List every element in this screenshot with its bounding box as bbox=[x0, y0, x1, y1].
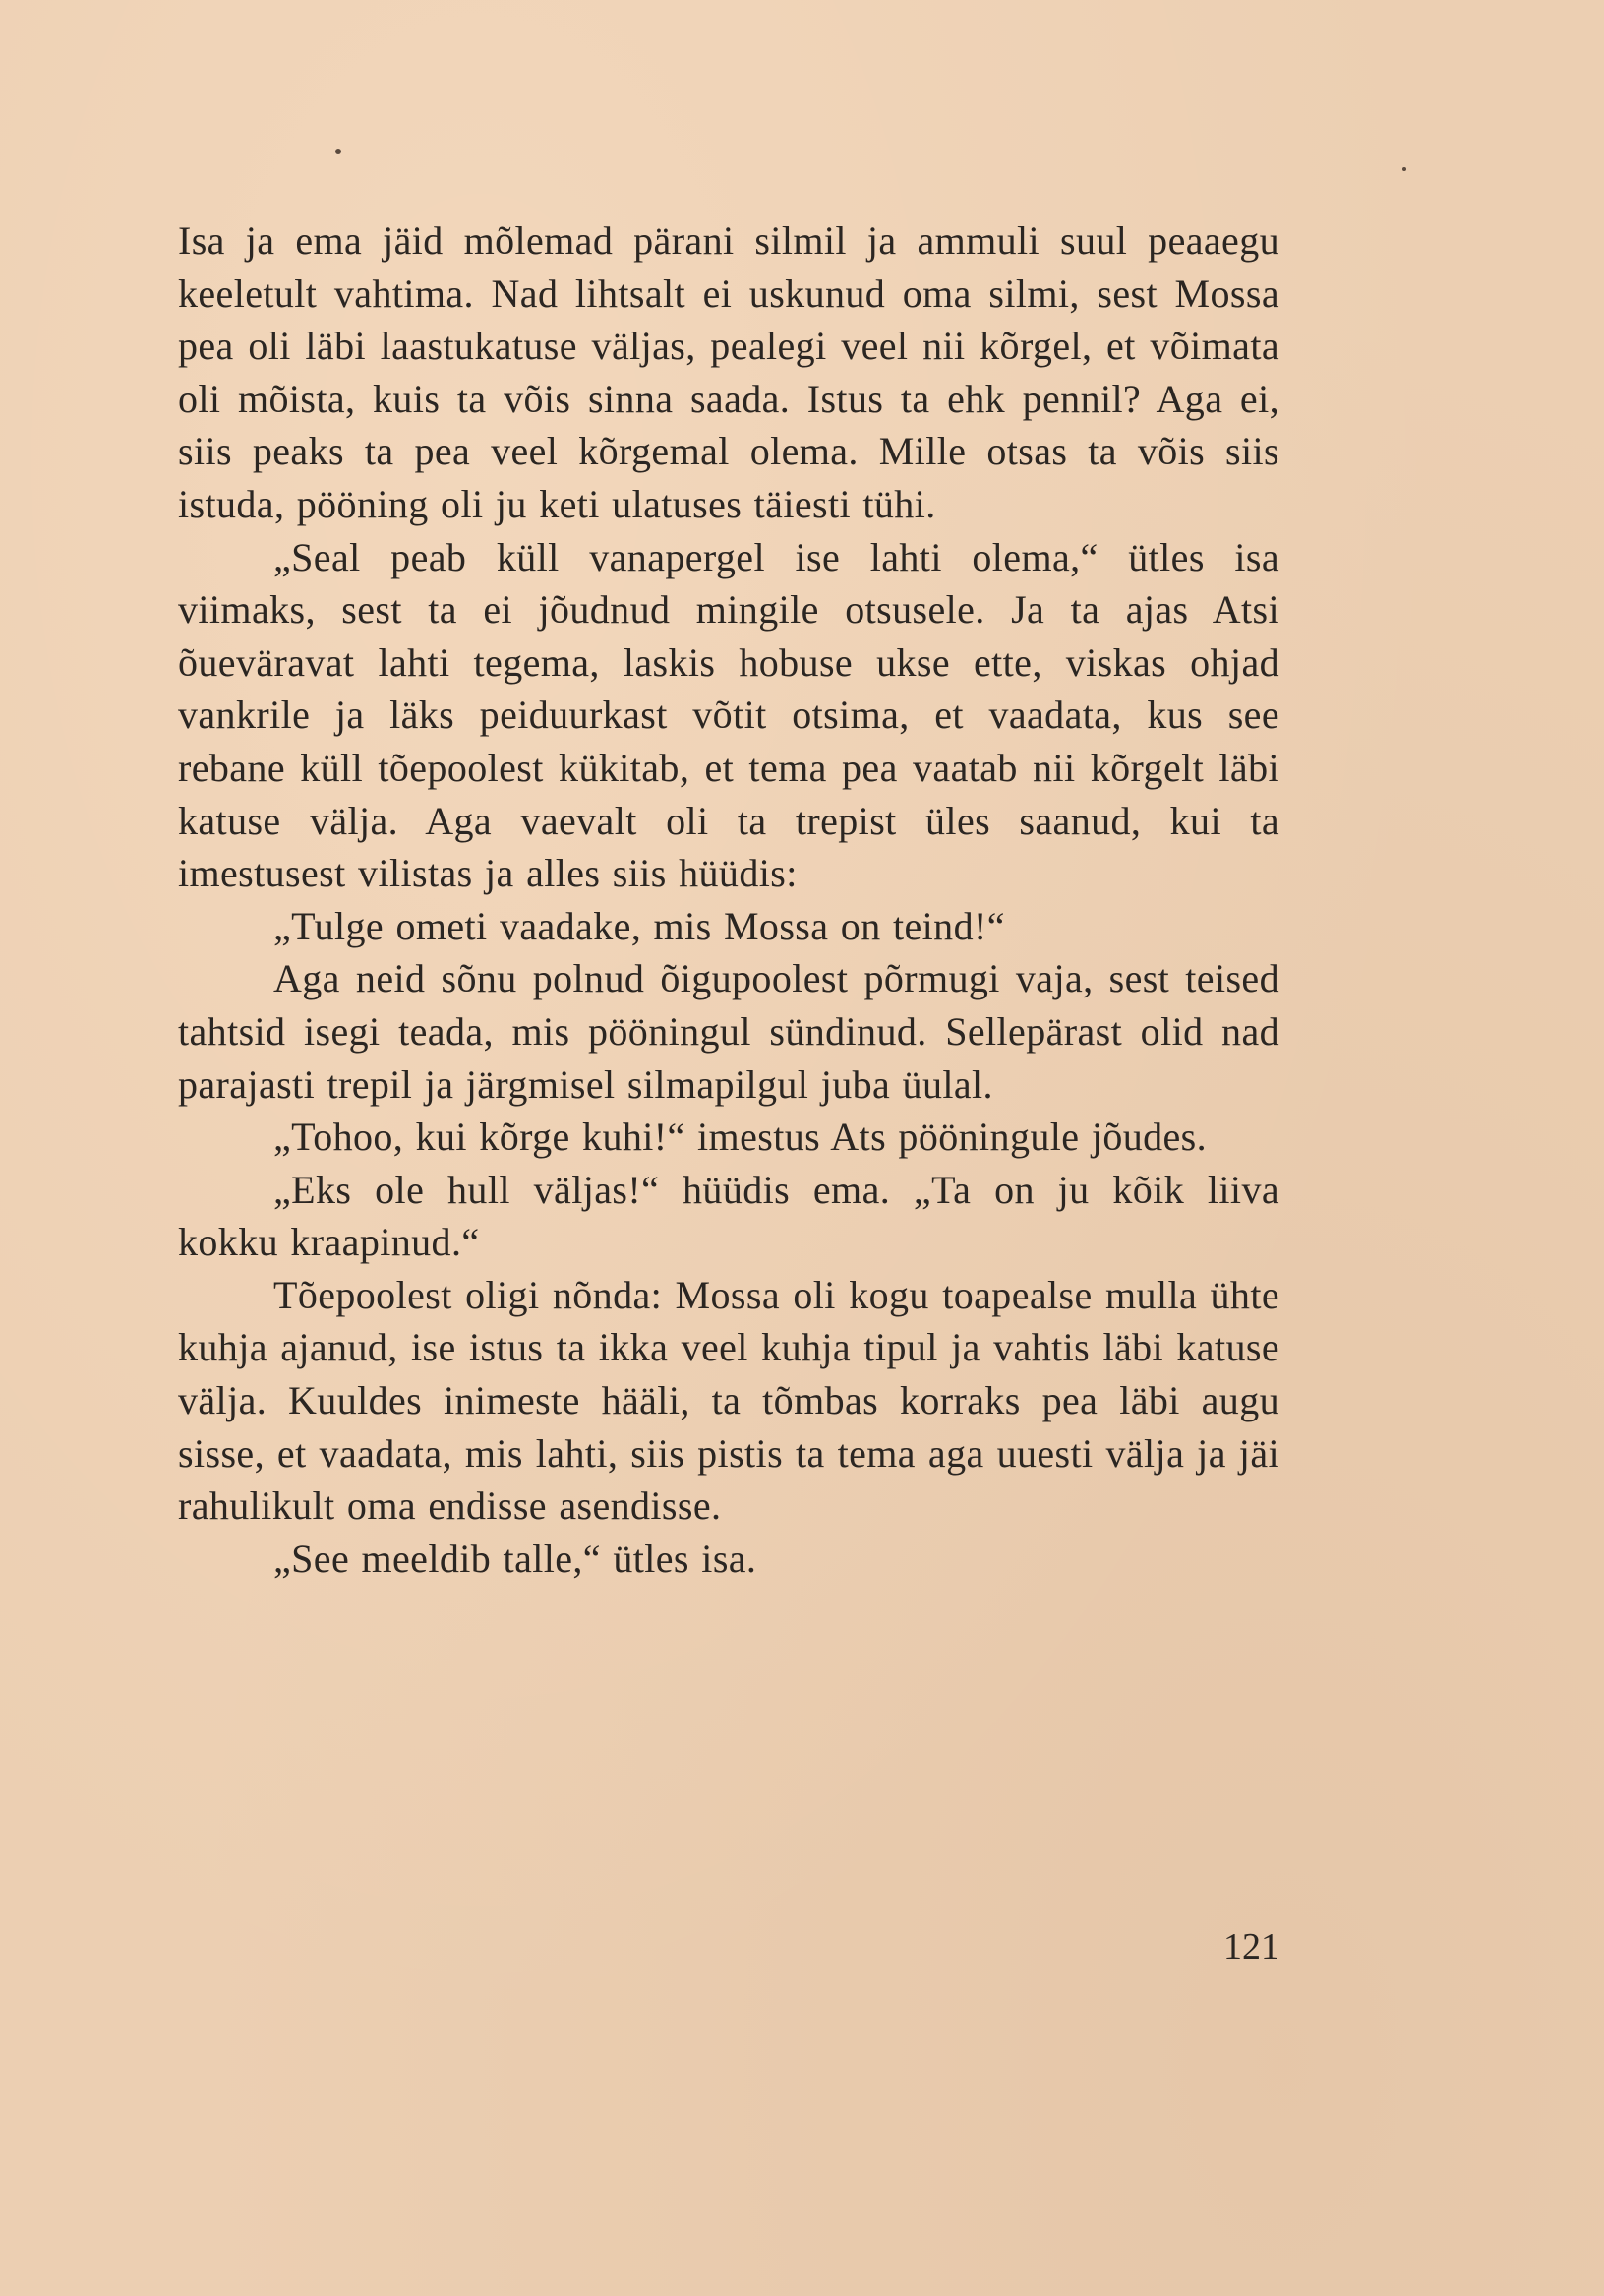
paragraph: „Tohoo, kui kõrge kuhi!“ imestus Ats pööningule jõudes. bbox=[273, 1115, 1208, 1160]
body-text bbox=[178, 214, 1279, 1585]
paragraph: Aga neid sõnu polnud õigupoolest põrmugi vaja, sest teised tahtsid isegi teada, mis pööningul sündinud. Sellepärast olid nad parajasti trepil ja järgmisel silmapilgul juba üulal. bbox=[178, 956, 1279, 1107]
paragraph: „Tulge ometi vaadake, mis Mossa on teind!“ bbox=[273, 903, 1005, 948]
page-number: 121 bbox=[1223, 1926, 1279, 1967]
ink-speck bbox=[1402, 167, 1406, 171]
paragraph: „Seal peab küll vanapergel ise lahti olema,“ ütles isa viimaks, sest ta ei jõudnud mingile otsusele. Ja ta ajas Atsi õueväravat lahti tegema, laskis hobuse ukse ette, viskas ohjad vankrile ja läks peiduurkast võtit otsima, et vaadata, kus see rebane küll tõepoolest kükitab, et tema pea vaatab nii kõrgelt läbi katuse välja. Aga vaevalt oli ta trepist üles saanud, kui ta imestusest vilistas ja alles siis hüüdis: bbox=[178, 534, 1279, 896]
paragraph: „Eks ole hull väljas!“ hüüdis ema. „Ta on ju kõik liiva kokku kraapinud.“ bbox=[178, 1167, 1279, 1265]
paragraph: Isa ja ema jäid mõlemad pärani silmil ja ammuli suul peaaegu keeletult vahtima. Nad lihtsalt ei uskunud oma silmi, sest Mossa pea oli läbi laastukatuse väljas, pealegi veel nii kõrgel, et võimata oli mõista, kuis ta võis sinna saada. Istus ta ehk pennil? Aga ei, siis peaks ta pea veel kõrgemal olema. Mille otsas ta võis siis istuda, pööning oli ju keti ulatuses täiesti tühi. bbox=[178, 218, 1279, 526]
ink-speck bbox=[335, 149, 341, 154]
paragraph: „See meeldib talle,“ ütles isa. bbox=[273, 1536, 757, 1581]
paragraph: Tõepoolest oligi nõnda: Mossa oli kogu toapealse mulla ühte kuhja ajanud, ise istus ta ikka veel kuhja tipul ja vahtis läbi katuse välja. Kuuldes inimeste hääli, ta tõmbas korraks pea läbi augu sisse, et vaadata, mis lahti, siis pistis ta tema aga uuesti välja ja jäi rahulikult oma endisse asendisse. bbox=[178, 1272, 1279, 1529]
